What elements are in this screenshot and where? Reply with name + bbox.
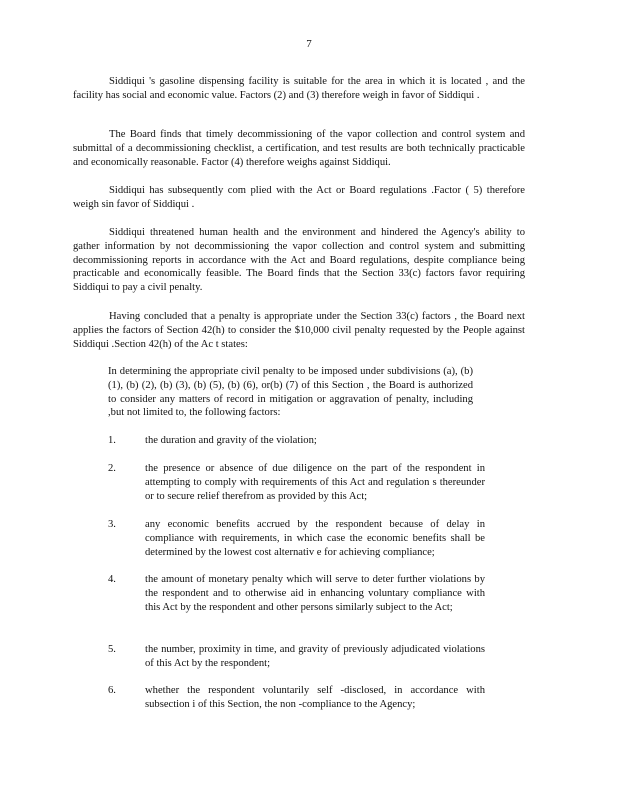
page-number: 7 (306, 38, 312, 50)
paragraph-factors-2-3: Siddiqui 's gasoline dispensing facility is suitable for the area in which it is located , and the facility has social and economic value. Factors (2) and (3) therefore weigh in favor of Siddiqui . (73, 76, 525, 101)
factor-text: the presence or absence of due diligence on the part of the respondent in attempting to comply with requirements of this Act and regulation s thereunder or to secure relief therefrom as provided by this Act; (145, 463, 485, 502)
factor-number: 3. (108, 519, 116, 530)
factor-text: the amount of monetary penalty which will serve to deter further violations by the respondent and to otherwise aid in enhancing voluntary compliance with this Act by the respondent and other persons similarly subject to the Act; (145, 574, 485, 613)
paragraph-factor-5: Siddiqui has subsequently com plied with the Act or Board regulations .Factor ( 5) therefore weigh sin favor of Siddiqui . (73, 185, 525, 210)
factor-text: the duration and gravity of the violation; (145, 435, 317, 446)
factor-text: whether the respondent voluntarily self -disclosed, in accordance with subsection i of this Section, the non -compliance to the Agency; (145, 685, 485, 710)
factor-number: 6. (108, 685, 116, 696)
paragraph-factor-4: The Board finds that timely decommissioning of the vapor collection and control system and submittal of a decommissioning checklist, a certification, and test results are both technically practicable and economically reasonable. Factor (4) therefore weighs against Siddiqui. (73, 129, 525, 168)
factor-number: 4. (108, 574, 116, 585)
factor-text: any economic benefits accrued by the respondent because of delay in compliance with requirements, in which case the economic benefits shall be determined by the lowest cost alternativ e for achieving compliance; (145, 519, 485, 558)
factor-number: 5. (108, 644, 116, 655)
factor-text: the number, proximity in time, and gravity of previously adjudicated violations of this Act by the respondent; (145, 644, 485, 669)
factor-number: 1. (108, 435, 116, 446)
statute-quote-intro: In determining the appropriate civil penalty to be imposed under subdivisions (a), (b) (1), (b) (2), (b) (3), (b) (5), (b) (6), or(b) (7) of this Section , the Board is authorized to consider any matters of record in mitigation or aggravation of penalty, including ,but not limited to, the following factors: (108, 366, 473, 419)
paragraph-33c-conclusion: Siddiqui threatened human health and the environment and hindered the Agency's ability to gather information by not decommissioning the vapor collection and control system and submitting decommissioning reports in accordance with the Act and Board regulations, despite compliance being practicable and economically feasible. The Board finds that the Section 33(c) factors favor requiring Siddiqui to pay a civil penalty. (73, 227, 525, 294)
factor-number: 2. (108, 463, 116, 474)
paragraph-42h-intro: Having concluded that a penalty is appropriate under the Section 33(c) factors , the Board next applies the factors of Section 42(h) to consider the $10,000 civil penalty requested by the People against Siddiqui .Section 42(h) of the Ac t states: (73, 311, 525, 350)
